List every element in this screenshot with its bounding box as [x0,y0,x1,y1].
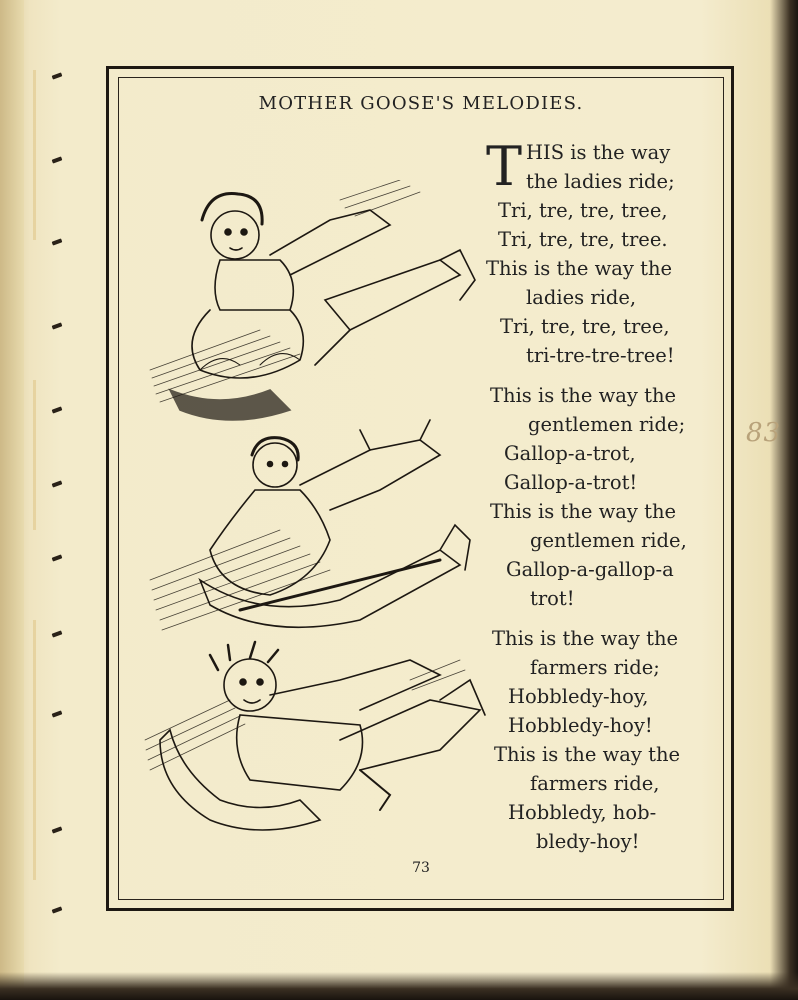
poem-text-block [486,135,718,867]
poem-line: This is the way the [492,627,679,650]
poem-line: Gallop-a-trot! [504,471,638,494]
poem-line: Gallop-a-trot, [504,442,636,465]
poem-line: Tri, tre, tre, tree, [498,199,668,222]
child-riding-gentlemen-icon [150,420,470,630]
poem-line: Tri, tre, tre, tree, [500,315,670,338]
poem-line: bledy-hoy! [536,830,640,853]
previous-page-edge [0,0,24,1000]
running-header: MOTHER GOOSE'S MELODIES. [258,93,584,114]
poem-line: the ladies ride; [526,170,675,193]
poem-line: Hobbledy, hob- [508,801,657,824]
poem-line: Hobbledy-hoy! [508,714,653,737]
poem-line: ladies ride, [526,286,637,309]
page-number: 73 [412,860,430,876]
pencil-margin-note: 83 [746,418,782,448]
stanza-gentlemen [486,381,718,613]
poem-line: This is the way the [490,500,677,523]
stanza-ladies [486,135,718,370]
poem-line: HIS is the way [526,141,671,164]
stanza-farmers [486,624,718,856]
poem-line: gentlemen ride; [528,413,686,436]
poem-line: Gallop-a-gallop-a [506,558,674,581]
poem-line: Hobbledy-hoy, [508,685,649,708]
poem-line: Tri, tre, tre, tree. [498,228,668,251]
poem-line: gentlemen ride, [530,529,687,552]
illustration-column [140,180,500,840]
child-riding-ladies-icon [150,180,475,420]
book-edge-shadow [0,972,798,1000]
poem-line: This is the way the [486,257,673,280]
child-riding-farmers-icon [145,642,485,830]
poem-line: tri-tre-tre-tree! [526,344,675,367]
poem-line: This is the way the [490,384,677,407]
poem-line: This is the way the [494,743,681,766]
poem-line: trot! [530,587,575,610]
drop-cap-letter: T [486,135,523,198]
poem-line: farmers ride; [530,656,660,679]
poem-line: farmers ride, [530,772,660,795]
